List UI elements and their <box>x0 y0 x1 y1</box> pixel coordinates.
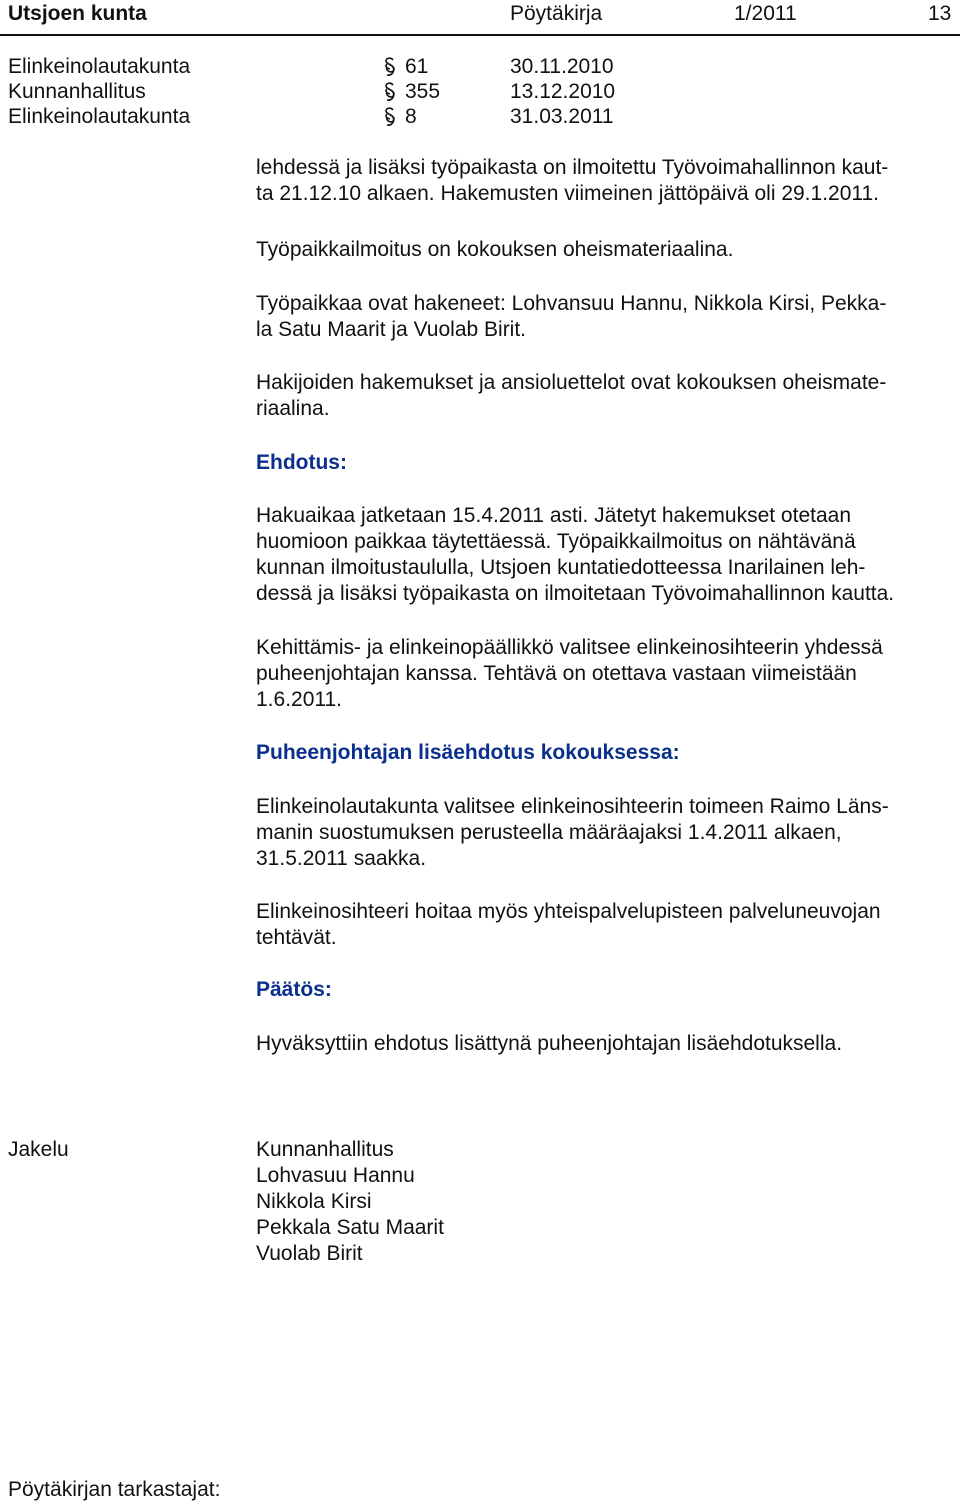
section-sign-icon <box>383 57 397 79</box>
text-line: puheenjohtajan kanssa. Tehtävä on otettava vastaan viimeistään <box>256 662 857 685</box>
text-line: ta 21.12.10 alkaen. Hakemusten viimeinen jättöpäivä oli 29.1.2011. <box>256 182 880 205</box>
text-line: kunnan ilmoitustaululla, Utsjoen kuntatiedotteessa Inarilainen leh- <box>256 556 866 579</box>
paragraph-decision <box>256 1031 946 1057</box>
text-line: Hakuaikaa jatketaan 15.4.2011 asti. Jätetyt hakemukset otetaan <box>256 504 851 527</box>
proposal-heading: Ehdotus: <box>256 451 347 474</box>
municipality-name: Utsjoen kunta <box>8 2 147 25</box>
reference-body: Elinkeinolautakunta <box>8 105 191 128</box>
section-sign-icon <box>383 82 397 104</box>
reference-body: Elinkeinolautakunta <box>8 55 191 78</box>
header-rule <box>0 34 960 36</box>
reference-section: 8 <box>405 105 417 128</box>
paragraph-selection <box>256 635 946 713</box>
distribution-label: Jakelu <box>8 1138 69 1161</box>
list-item: Kunnanhallitus <box>256 1138 394 1161</box>
page-number: 13 <box>928 2 952 25</box>
text-line: lehdessä ja lisäksi työpaikasta on ilmoitettu Työvoimahallinnon kaut- <box>256 156 889 179</box>
chair-proposal-heading: Puheenjohtajan lisäehdotus kokouksessa: <box>256 741 680 764</box>
text-line: dessä ja lisäksi työpaikasta on ilmoitetaan Työvoimahallinnon kautta. <box>256 582 895 605</box>
text-line: Työpaikkaa ovat hakeneet: Lohvansuu Hannu, Nikkola Kirsi, Pekka- <box>256 292 887 315</box>
document-number: 1/2011 <box>734 2 797 25</box>
decision-heading: Päätös: <box>256 978 332 1001</box>
distribution-list <box>256 1137 444 1267</box>
paragraph-applicants <box>256 291 946 343</box>
reference-section: 355 <box>405 80 441 103</box>
paragraph-chair-proposal <box>256 794 946 872</box>
reference-date: 31.03.2011 <box>510 105 614 128</box>
text-line: tehtävät. <box>256 926 337 949</box>
text-line: huomioon paikkaa täytettäessä. Työpaikkailmoitus on nähtävänä <box>256 530 856 553</box>
text-line: Hakijoiden hakemukset ja ansioluettelot ovat kokouksen oheismate- <box>256 371 887 394</box>
text-line: Työpaikkailmoitus on kokouksen oheismateriaalina. <box>256 238 734 261</box>
section-sign-icon <box>383 107 397 129</box>
reviewers-label: Pöytäkirjan tarkastajat: <box>8 1478 221 1501</box>
reference-body: Kunnanhallitus <box>8 80 146 103</box>
reference-date: 13.12.2010 <box>510 80 616 103</box>
text-line: 31.5.2011 saakka. <box>256 847 427 870</box>
list-item: Vuolab Birit <box>256 1242 363 1265</box>
paragraph-announcement <box>256 155 946 207</box>
text-line: 1.6.2011. <box>256 688 343 711</box>
paragraph-attachment <box>256 237 946 263</box>
text-line: Elinkeinosihteeri hoitaa myös yhteispalvelupisteen palveluneuvojan <box>256 900 881 923</box>
text-line: la Satu Maarit ja Vuolab Birit. <box>256 318 527 341</box>
list-item: Lohvasuu Hannu <box>256 1164 415 1187</box>
paragraph-proposal <box>256 503 946 607</box>
text-line: Kehittämis- ja elinkeinopäällikkö valitsee elinkeinosihteerin yhdessä <box>256 636 883 659</box>
paragraph-applications <box>256 370 946 422</box>
paragraph-duties <box>256 899 946 951</box>
list-item: Nikkola Kirsi <box>256 1190 372 1213</box>
document-type: Pöytäkirja <box>510 2 603 25</box>
list-item: Pekkala Satu Maarit <box>256 1216 444 1239</box>
text-line: riaalina. <box>256 397 330 420</box>
reference-section: 61 <box>405 55 429 78</box>
text-line: Hyväksyttiin ehdotus lisättynä puheenjohtajan lisäehdotuksella. <box>256 1032 843 1055</box>
text-line: Elinkeinolautakunta valitsee elinkeinosihteerin toimeen Raimo Läns- <box>256 795 889 818</box>
text-line: manin suostumuksen perusteella määräajaksi 1.4.2011 alkaen, <box>256 821 842 844</box>
reference-date: 30.11.2010 <box>510 55 614 78</box>
